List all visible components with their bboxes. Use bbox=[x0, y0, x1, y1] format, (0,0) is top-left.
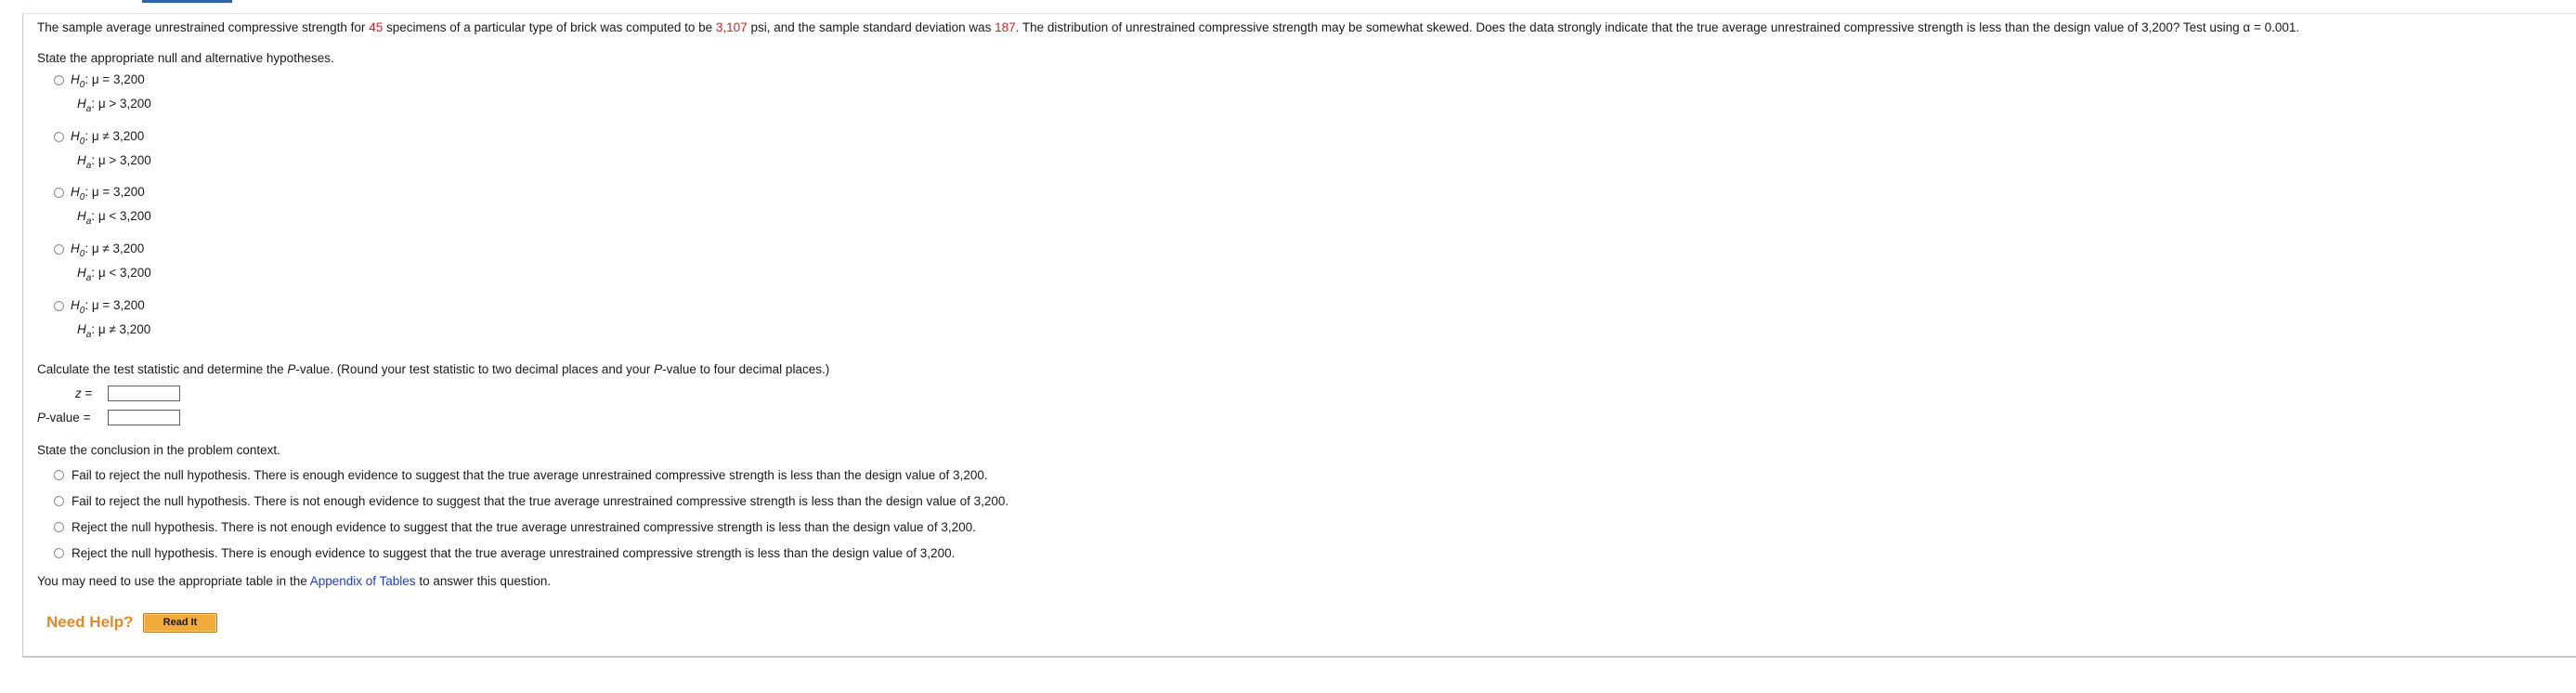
conclusion-option-4[interactable]: Reject the null hypothesis. There is enough evidence to suggest that the true average unrestrained compressive strength is less than the design value of 3,200. bbox=[72, 546, 956, 560]
hypothesis-expression: : μ ≠ 3,200 bbox=[85, 129, 145, 143]
hypothesis-expression: : μ = 3,200 bbox=[85, 185, 145, 199]
h-subscript: 0 bbox=[79, 192, 85, 203]
hypothesis-expression: : μ > 3,200 bbox=[91, 97, 151, 111]
alpha-value: α = 0.001. bbox=[2243, 20, 2300, 34]
alt-hypothesis-2 bbox=[77, 153, 151, 171]
hypothesis-expression: : μ < 3,200 bbox=[91, 209, 151, 223]
p-value-label bbox=[37, 410, 90, 426]
hypothesis-expression: : μ > 3,200 bbox=[91, 153, 151, 167]
z-symbol: z bbox=[75, 386, 82, 400]
alt-hypothesis-1 bbox=[77, 97, 151, 114]
conclusion-radio-4[interactable] bbox=[54, 548, 64, 558]
calc-prompt-text: -value. (Round your test statistic to two decimal places and your bbox=[295, 362, 655, 376]
conclusion-option-3[interactable]: Reject the null hypothesis. There is not enough evidence to suggest that the true average unrestrained compressive strength is less than the design value of 3,200. bbox=[72, 520, 976, 534]
h-symbol: H bbox=[71, 298, 80, 312]
null-hypothesis-1 bbox=[71, 72, 145, 90]
z-input[interactable] bbox=[108, 386, 180, 401]
conclusion-radio-2[interactable] bbox=[54, 496, 64, 506]
hypothesis-radio-4[interactable] bbox=[54, 244, 64, 255]
p-value-word: -value bbox=[46, 411, 80, 425]
conclusion-radio-1[interactable] bbox=[54, 470, 64, 480]
question-text-part: psi, and the sample standard deviation was bbox=[747, 20, 995, 34]
table-note-text: to answer this question. bbox=[415, 574, 552, 588]
hypothesis-radio-3[interactable] bbox=[54, 188, 64, 198]
h-symbol: H bbox=[77, 97, 86, 111]
question-text bbox=[37, 20, 2299, 36]
h-subscript: a bbox=[85, 161, 92, 171]
active-tab-indicator bbox=[142, 0, 232, 3]
hypothesis-expression: : μ ≠ 3,200 bbox=[85, 242, 145, 255]
h-subscript: a bbox=[85, 216, 92, 227]
calc-prompt-text: -value to four decimal places.) bbox=[662, 362, 830, 376]
conclusion-prompt: State the conclusion in the problem context. bbox=[37, 443, 280, 457]
null-hypothesis-4 bbox=[71, 242, 144, 259]
h-subscript: a bbox=[85, 104, 92, 114]
h-subscript: a bbox=[85, 330, 92, 340]
p-symbol: P bbox=[37, 411, 46, 425]
null-hypothesis-2 bbox=[71, 129, 144, 147]
h-symbol: H bbox=[71, 72, 80, 86]
h-subscript: 0 bbox=[79, 80, 85, 90]
h-subscript: a bbox=[85, 273, 92, 283]
equals-sign: = bbox=[83, 411, 91, 425]
hypothesis-expression: : μ = 3,200 bbox=[85, 72, 145, 86]
calc-prompt-p: P bbox=[287, 362, 296, 376]
h-symbol: H bbox=[71, 129, 80, 143]
question-text-part: The sample average unrestrained compressive strength for bbox=[37, 20, 370, 34]
table-note bbox=[37, 573, 551, 590]
hypothesis-radio-2[interactable] bbox=[54, 132, 64, 142]
table-note-text: You may need to use the appropriate table in the bbox=[37, 574, 310, 588]
h-symbol: H bbox=[77, 209, 86, 223]
question-text-part: . The distribution of unrestrained compressive strength may be somewhat skewed. Does the data strongly indicate that the true average unrestrained compressive strength is less than the design value of 3,200? Test using bbox=[1015, 20, 2244, 34]
sample-size-value: 45 bbox=[369, 20, 384, 34]
conclusion-option-1[interactable]: Fail to reject the null hypothesis. There is enough evidence to suggest that the true average unrestrained compressive strength is less than the design value of 3,200. bbox=[72, 468, 988, 482]
null-hypothesis-3 bbox=[71, 185, 145, 203]
h-subscript: 0 bbox=[79, 249, 85, 259]
read-it-button[interactable]: Read It bbox=[143, 613, 217, 633]
hypothesis-expression: : μ = 3,200 bbox=[85, 298, 145, 312]
conclusion-option-2[interactable]: Fail to reject the null hypothesis. There is not enough evidence to suggest that the true average unrestrained compressive strength is less than the design value of 3,200. bbox=[72, 494, 1009, 508]
h-symbol: H bbox=[77, 153, 86, 167]
need-help-label: Need Help? bbox=[46, 613, 134, 631]
question-text-part: specimens of a particular type of brick was computed to be bbox=[383, 20, 716, 34]
h-symbol: H bbox=[77, 322, 86, 336]
calc-prompt-p: P bbox=[654, 362, 663, 376]
h-symbol: H bbox=[77, 266, 86, 280]
h-symbol: H bbox=[71, 242, 80, 255]
h-subscript: 0 bbox=[79, 306, 85, 316]
z-label bbox=[75, 386, 92, 402]
sample-sd-value: 187 bbox=[995, 20, 1016, 34]
calc-prompt-text: Calculate the test statistic and determine the bbox=[37, 362, 288, 376]
conclusion-radio-3[interactable] bbox=[54, 522, 64, 532]
hypothesis-radio-1[interactable] bbox=[54, 75, 64, 85]
equals-sign: = bbox=[85, 386, 93, 400]
alt-hypothesis-4 bbox=[77, 266, 151, 283]
hypotheses-prompt: State the appropriate null and alternative hypotheses. bbox=[37, 51, 334, 65]
hypothesis-radio-5[interactable] bbox=[54, 301, 64, 311]
hypothesis-expression: : μ < 3,200 bbox=[91, 266, 151, 280]
sample-mean-value: 3,107 bbox=[715, 20, 748, 34]
alt-hypothesis-5 bbox=[77, 322, 150, 340]
calc-prompt bbox=[37, 361, 829, 378]
h-symbol: H bbox=[71, 185, 80, 199]
hypothesis-expression: : μ ≠ 3,200 bbox=[91, 322, 151, 336]
alt-hypothesis-3 bbox=[77, 209, 151, 227]
null-hypothesis-5 bbox=[71, 298, 145, 316]
p-value-input[interactable] bbox=[108, 410, 180, 425]
appendix-of-tables-link[interactable]: Appendix of Tables bbox=[309, 574, 416, 588]
h-subscript: 0 bbox=[79, 137, 85, 147]
